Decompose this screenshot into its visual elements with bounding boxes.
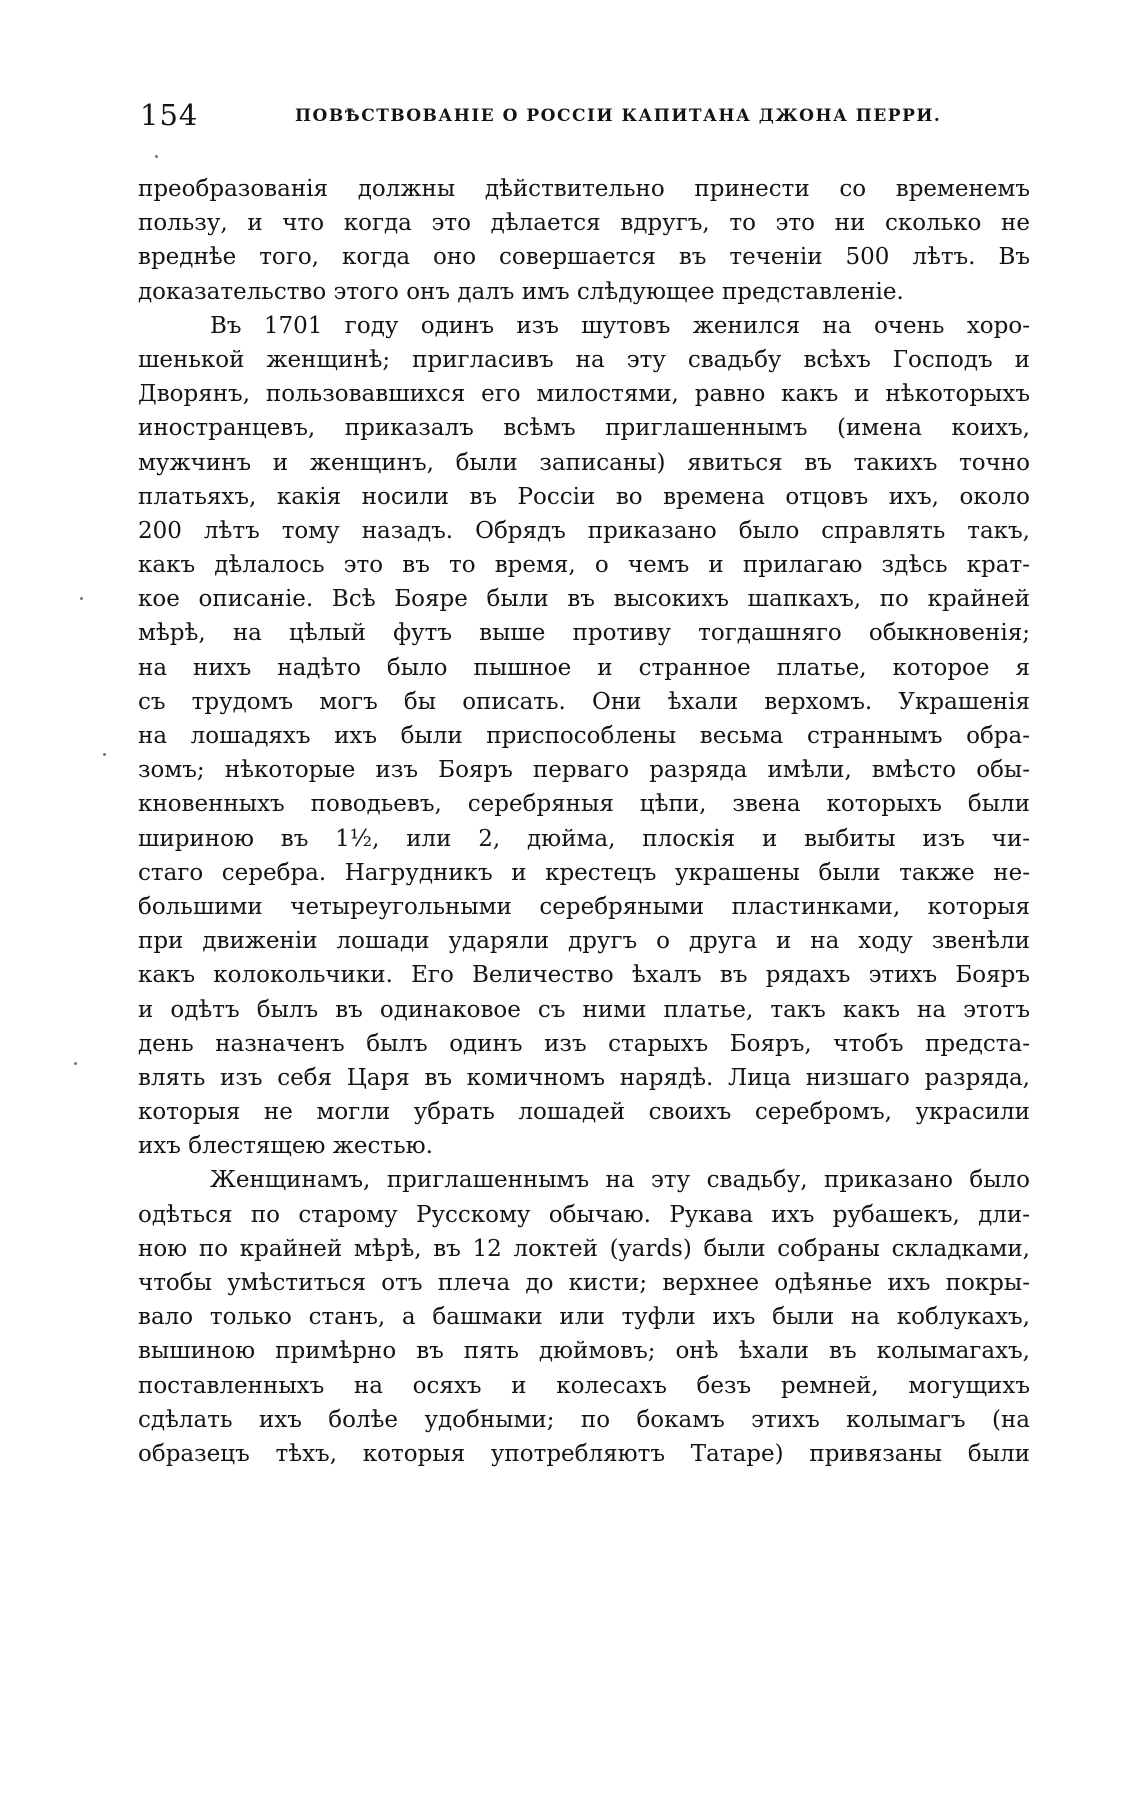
text-line: ихъ блестящею жестью. [138,1133,433,1160]
paragraph [138,309,1030,1164]
text-line: чтобы умѣститься отъ плеча до кисти; верхнее одѣянье ихъ покры- [138,1270,1030,1296]
text-line: доказательство этого онъ далъ имъ слѣдующее представленіе. [138,278,904,305]
margin-speck [103,753,106,756]
text-line: влять изъ себя Царя въ комичномъ нарядѣ. Лица низшаго разряда, [138,1064,1030,1091]
body-text [138,172,1030,1471]
text-line: 200 лѣтъ тому назадъ. Обрядъ приказано было справлять такъ, [138,517,1030,544]
text-line: шириною въ 1½, или 2, дюйма, плоскія и выбиты изъ чи- [138,825,1030,852]
text-line: вышиною примѣрно въ пять дюймовъ; онѣ ѣхали въ колымагахъ, [138,1338,1030,1365]
text-line: вало только станъ, а башмаки или туфли ихъ были на коблукахъ, [138,1304,1030,1331]
text-line: мужчинъ и женщинъ, были записаны) явиться въ такихъ точно [138,449,1030,476]
text-line: сдѣлать ихъ болѣе удобными; по бокамъ этихъ колымагъ (на [138,1406,1030,1433]
text-line: на нихъ надѣто было пышное и странное платье, которое я [138,654,1030,681]
text-line: образецъ тѣхъ, которыя употребляютъ Татаре) привязаны были [138,1440,1030,1467]
text-line: стаго серебра. Нагрудникъ и крестецъ украшены были также не- [138,859,1030,886]
text-line: платьяхъ, какія носили въ Россіи во времена отцовъ ихъ, около [138,483,1030,510]
text-line: пользу, и что когда это дѣлается вдругъ, то это ни сколько не [138,210,1030,237]
text-line: какъ колокольчики. Его Величество ѣхалъ въ рядахъ этихъ Бояръ [138,962,1030,989]
page-number: 154 [140,98,199,132]
text-line: и одѣтъ былъ въ одинаковое съ ними платье, такъ какъ на этотъ [138,996,1030,1023]
paragraph [138,172,1030,309]
text-line: кновенныхъ поводьевъ, серебряныя цѣпи, звена которыхъ были [138,791,1030,818]
text-line: Дворянъ, пользовавшихся его милостями, равно какъ и нѣкоторыхъ [138,381,1030,408]
text-line: день назначенъ былъ одинъ изъ старыхъ Бояръ, чтобъ предста- [138,1030,1030,1057]
text-line: на лошадяхъ ихъ были приспособлены весьма страннымъ обра- [138,723,1030,749]
text-line: одѣться по старому Русскому обычаю. Рукава ихъ рубашекъ, дли- [138,1201,1030,1228]
text-line: поставленныхъ на осяхъ и колесахъ безъ ремней, могущихъ [138,1372,1030,1399]
margin-speck [155,155,158,158]
text-line: какъ дѣлалось это въ то время, о чемъ и прилагаю здѣсь крат- [138,552,1030,579]
margin-speck [80,597,83,600]
margin-speck [74,1062,77,1065]
text-line: которыя не могли убрать лошадей своихъ серебромъ, украсили [138,1099,1030,1126]
running-title: ПОВѢСТВОВАНІЕ О РОССІИ КАПИТАНА ДЖОНА ПЕРРИ. [295,106,942,126]
text-line: преобразованія должны дѣйствительно принести со временемъ [138,176,1030,202]
text-line: Женщинамъ, приглашеннымъ на эту свадьбу, приказано было [210,1167,1030,1194]
text-line: Въ 1701 году одинъ изъ шутовъ женился на очень хоро- [210,312,1030,339]
text-line: съ трудомъ могъ бы описать. Они ѣхали верхомъ. Украшенія [138,688,1030,715]
text-line: шенькой женщинѣ; пригласивъ на эту свадьбу всѣхъ Господъ и [138,346,1030,373]
text-line: большими четыреугольными серебряными пластинками, которыя [138,893,1030,920]
text-line: зомъ; нѣкоторые изъ Бояръ перваго разряда имѣли, вмѣсто обы- [138,757,1030,784]
text-line: ною по крайней мѣрѣ, въ 12 локтей (yards) были собраны складками, [138,1235,1030,1262]
text-line: иностранцевъ, приказалъ всѣмъ приглашеннымъ (имена коихъ, [138,415,1030,442]
text-line: вреднѣе того, когда оно совершается въ теченіи 500 лѣтъ. Въ [138,244,1030,271]
text-line: при движеніи лошади ударяли другъ о друга и на ходу звенѣли [138,928,1030,955]
page-header [140,98,1030,138]
text-line: мѣрѣ, на цѣлый футъ выше противу тогдашняго обыкновенія; [138,620,1030,647]
paragraph [138,1163,1030,1471]
text-line: кое описаніе. Всѣ Бояре были въ высокихъ шапкахъ, по крайней [138,586,1030,613]
